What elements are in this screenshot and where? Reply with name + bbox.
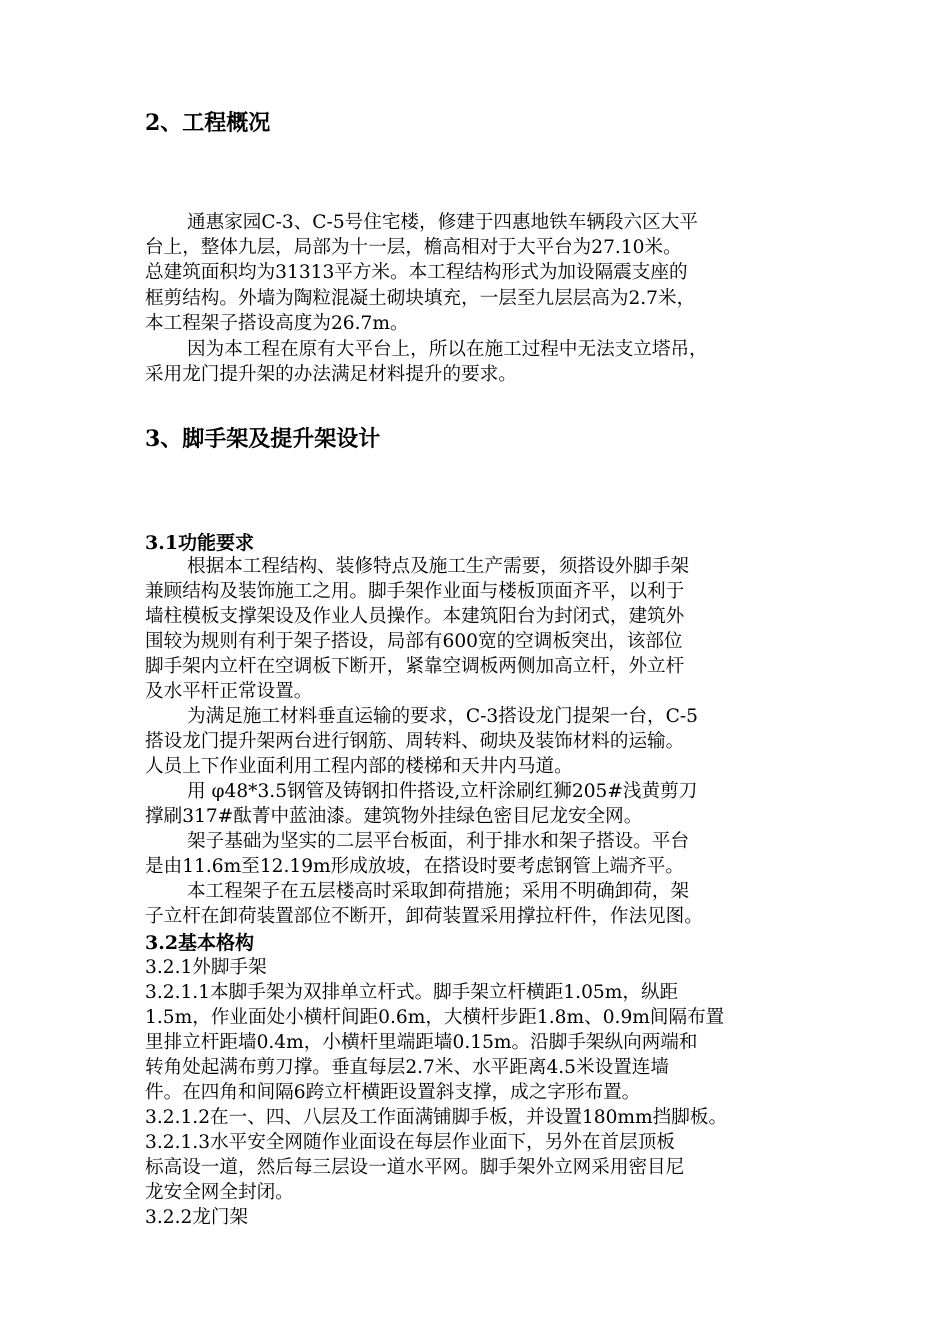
paragraph-line: 件。在四角和间隔6跨立杆横距设置斜支撑，成之字形布置。 — [145, 1082, 641, 1103]
paragraph-line: 及水平杆正常设置。 — [145, 681, 313, 702]
paragraph-line: 龙安全网全封闭。 — [145, 1182, 294, 1203]
paragraph-line: 3.2.1.3水平安全网随作业面设在每层作业面下，另外在首层顶板 — [145, 1132, 675, 1153]
paragraph-line: 台上，整体九层，局部为十一层，檐高相对于大平台为27.10米。 — [145, 237, 682, 258]
paragraph-line: 用 φ48*3.5钢管及铸钢扣件搭设,立杆涂刷红狮205#浅黄剪刀 — [187, 781, 698, 802]
heading-project-overview: 2、工程概况 — [145, 110, 271, 136]
paragraph-line: 子立杆在卸荷装置部位不断开，卸荷装置采用撑拉杆件，作法见图。 — [145, 906, 703, 927]
paragraph-line: 转角处起满布剪刀撑。垂直每层2.7米、水平距离4.5米设置连墙 — [145, 1057, 669, 1078]
paragraph-line: 围较为规则有利于架子搭设，局部有600宽的空调板突出，该部位 — [145, 631, 683, 652]
paragraph-line: 框剪结构。外墙为陶粒混凝土砌块填充，一层至九层层高为2.7米， — [145, 288, 696, 309]
paragraph-line: 3.2.1.1本脚手架为双排单立杆式。脚手架立杆横距1.05m，纵距 — [145, 982, 679, 1003]
paragraph-line: 墙柱模板支撑架设及作业人员操作。本建筑阳台为封闭式，建筑外 — [145, 606, 685, 627]
paragraph-line: 因为本工程在原有大平台上，所以在施工过程中无法支立塔吊， — [187, 339, 708, 360]
paragraph-line: 里排立杆距墙0.4m，小横杆里端距墙0.15m。沿脚手架纵向两端和 — [145, 1032, 698, 1053]
paragraph-line: 1.5m，作业面处小横杆间距0.6m，大横杆步距1.8m、0.9m间隔布置 — [145, 1007, 725, 1028]
paragraph-line: 标高设一道，然后每三层设一道水平网。脚手架外立网采用密目尼 — [145, 1157, 685, 1178]
paragraph-line: 本工程架子在五层楼高时采取卸荷措施；采用不明确卸荷，架 — [187, 881, 690, 902]
paragraph-line: 本工程架子搭设高度为26.7m。 — [145, 313, 409, 334]
paragraph-line: 为满足施工材料垂直运输的要求，C-3搭设龙门提架一台，C-5 — [187, 706, 698, 727]
paragraph-line: 人员上下作业面利用工程内部的楼梯和天井内马道。 — [145, 756, 573, 777]
paragraph-line: 架子基础为坚实的二层平台板面，利于排水和架子搭设。平台 — [187, 831, 690, 852]
paragraph-line: 脚手架内立杆在空调板下断开，紧靠空调板两侧加高立杆，外立杆 — [145, 656, 685, 677]
paragraph-line: 搭设龙门提升架两台进行钢筋、周转料、砌块及装饰材料的运输。 — [145, 731, 685, 752]
paragraph-line: 通惠家园C-3、C-5号住宅楼，修建于四惠地铁车辆段六区大平 — [187, 212, 698, 233]
paragraph-line: 3.2.1.2在一、四、八层及工作面满铺脚手板，并设置180mm挡脚板。 — [145, 1107, 728, 1128]
paragraph-line: 采用龙门提升架的办法满足材料提升的要求。 — [145, 364, 517, 385]
heading-scaffold-design: 3、脚手架及提升架设计 — [145, 426, 381, 452]
paragraph-line: 是由11.6m至12.19m形成放坡，在搭设时要考虑钢管上端齐平。 — [145, 856, 684, 877]
paragraph-line: 根据本工程结构、装修特点及施工生产需要，须搭设外脚手架 — [187, 556, 690, 577]
paragraph-line: 兼顾结构及装饰施工之用。脚手架作业面与楼板顶面齐平，以利于 — [145, 581, 685, 602]
paragraph-line: 总建筑面积均为31313平方米。本工程结构形式为加设隔震支座的 — [145, 262, 688, 283]
subheading-external-scaffold: 3.2.1外脚手架 — [145, 957, 267, 978]
subheading-gantry-frame: 3.2.2龙门架 — [145, 1207, 249, 1228]
heading-functional-requirements: 3.1功能要求 — [145, 532, 255, 554]
paragraph-line: 撑刷317#酞菁中蓝油漆。建筑物外挂绿色密目尼龙安全网。 — [145, 806, 643, 827]
heading-basic-structure: 3.2基本格构 — [145, 932, 255, 954]
